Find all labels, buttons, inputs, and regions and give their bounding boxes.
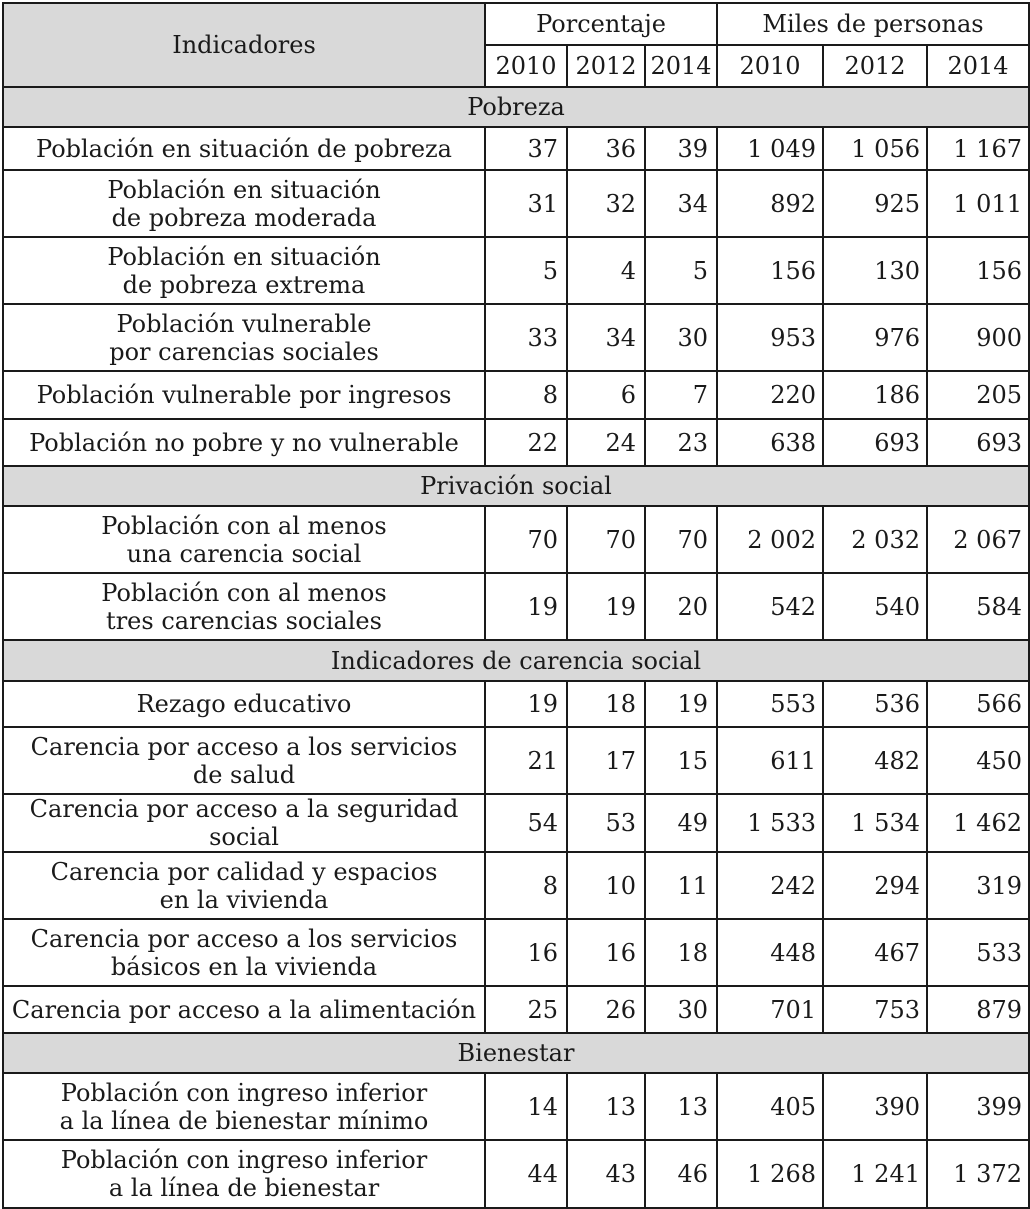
thousands-cell: 953 bbox=[717, 304, 823, 371]
thousands-cell: 2 002 bbox=[717, 506, 823, 573]
row-label bbox=[3, 727, 485, 794]
year-header: 2012 bbox=[823, 45, 927, 87]
thousands-cell: 450 bbox=[927, 727, 1029, 794]
section-title: Privación social bbox=[3, 466, 1029, 506]
thousands-cell: 1 241 bbox=[823, 1140, 927, 1208]
thousands-cell: 566 bbox=[927, 681, 1029, 727]
row-label-line: Población con al menos bbox=[101, 511, 387, 540]
year-header: 2010 bbox=[717, 45, 823, 87]
table-row bbox=[3, 794, 1029, 852]
thousands-cell: 976 bbox=[823, 304, 927, 371]
thousands-cell: 753 bbox=[823, 986, 927, 1033]
indicators-table bbox=[2, 2, 1030, 1209]
row-label-line: por carencias sociales bbox=[109, 337, 379, 366]
percent-cell: 10 bbox=[567, 852, 645, 919]
year-header: 2014 bbox=[927, 45, 1029, 87]
row-label-line: a la línea de bienestar bbox=[108, 1174, 380, 1202]
table-row bbox=[3, 919, 1029, 986]
percent-cell: 11 bbox=[645, 852, 717, 919]
table-row bbox=[3, 371, 1029, 419]
percent-cell: 43 bbox=[567, 1140, 645, 1208]
percent-cell: 33 bbox=[485, 304, 567, 371]
percent-cell: 5 bbox=[485, 237, 567, 304]
row-label-line: Carencia por acceso a la alimentación bbox=[11, 995, 477, 1024]
table-row bbox=[3, 237, 1029, 304]
thousands-group-header: Miles de personas bbox=[717, 3, 1029, 45]
percent-cell: 36 bbox=[567, 127, 645, 170]
thousands-cell: 1 533 bbox=[717, 794, 823, 852]
percent-cell: 31 bbox=[485, 170, 567, 237]
table-row bbox=[3, 127, 1029, 170]
table-row bbox=[3, 986, 1029, 1033]
row-label bbox=[3, 986, 485, 1033]
row-label bbox=[3, 573, 485, 640]
thousands-cell: 405 bbox=[717, 1073, 823, 1140]
row-label bbox=[3, 170, 485, 237]
thousands-cell: 2 067 bbox=[927, 506, 1029, 573]
percent-cell: 32 bbox=[567, 170, 645, 237]
table-row bbox=[3, 419, 1029, 466]
section-title: Pobreza bbox=[3, 87, 1029, 127]
table-row bbox=[3, 1073, 1029, 1140]
percent-cell: 8 bbox=[485, 852, 567, 919]
percent-cell: 30 bbox=[645, 304, 717, 371]
percent-cell: 44 bbox=[485, 1140, 567, 1208]
thousands-cell: 533 bbox=[927, 919, 1029, 986]
percent-cell: 70 bbox=[645, 506, 717, 573]
thousands-cell: 1 167 bbox=[927, 127, 1029, 170]
percent-cell: 19 bbox=[485, 681, 567, 727]
percent-cell: 46 bbox=[645, 1140, 717, 1208]
thousands-cell: 1 462 bbox=[927, 794, 1029, 852]
thousands-cell: 611 bbox=[717, 727, 823, 794]
percent-group-header: Porcentaje bbox=[485, 3, 717, 45]
percent-cell: 16 bbox=[485, 919, 567, 986]
percent-cell: 18 bbox=[567, 681, 645, 727]
row-label-line: una carencia social bbox=[126, 539, 362, 568]
percent-cell: 24 bbox=[567, 419, 645, 466]
percent-cell: 34 bbox=[645, 170, 717, 237]
row-label-line: de pobreza extrema bbox=[122, 270, 366, 299]
row-label bbox=[3, 794, 485, 852]
percent-cell: 8 bbox=[485, 371, 567, 419]
row-label bbox=[3, 237, 485, 304]
thousands-cell: 1 011 bbox=[927, 170, 1029, 237]
percent-cell: 5 bbox=[645, 237, 717, 304]
thousands-cell: 448 bbox=[717, 919, 823, 986]
thousands-cell: 1 372 bbox=[927, 1140, 1029, 1208]
row-label-line: Población vulnerable por ingresos bbox=[36, 381, 452, 409]
row-label-line: Población en situación bbox=[107, 242, 381, 271]
thousands-cell: 294 bbox=[823, 852, 927, 919]
percent-cell: 13 bbox=[567, 1073, 645, 1140]
thousands-cell: 186 bbox=[823, 371, 927, 419]
percent-cell: 15 bbox=[645, 727, 717, 794]
section-row bbox=[3, 466, 1029, 506]
thousands-cell: 536 bbox=[823, 681, 927, 727]
percent-cell: 26 bbox=[567, 986, 645, 1033]
thousands-cell: 553 bbox=[717, 681, 823, 727]
thousands-cell: 900 bbox=[927, 304, 1029, 371]
row-label-line: Población en situación de pobreza bbox=[36, 134, 452, 163]
year-header: 2012 bbox=[567, 45, 645, 87]
percent-cell: 34 bbox=[567, 304, 645, 371]
row-label-line: Población con ingreso inferior bbox=[60, 1146, 428, 1174]
table-row bbox=[3, 681, 1029, 727]
percent-cell: 70 bbox=[567, 506, 645, 573]
thousands-cell: 1 534 bbox=[823, 794, 927, 852]
table-row bbox=[3, 1140, 1029, 1208]
thousands-cell: 1 268 bbox=[717, 1140, 823, 1208]
thousands-cell: 319 bbox=[927, 852, 1029, 919]
table-row bbox=[3, 852, 1029, 919]
percent-cell: 18 bbox=[645, 919, 717, 986]
thousands-cell: 156 bbox=[927, 237, 1029, 304]
percent-cell: 19 bbox=[567, 573, 645, 640]
table-row bbox=[3, 304, 1029, 371]
percent-cell: 25 bbox=[485, 986, 567, 1033]
thousands-cell: 925 bbox=[823, 170, 927, 237]
row-label-line: Población con ingreso inferior bbox=[60, 1078, 428, 1107]
thousands-cell: 693 bbox=[823, 419, 927, 466]
row-label bbox=[3, 681, 485, 727]
percent-cell: 20 bbox=[645, 573, 717, 640]
thousands-cell: 542 bbox=[717, 573, 823, 640]
row-label bbox=[3, 919, 485, 986]
thousands-cell: 584 bbox=[927, 573, 1029, 640]
section-title: Bienestar bbox=[3, 1033, 1029, 1073]
row-label-line: Carencia por acceso a la seguridad social bbox=[29, 795, 459, 851]
section-row bbox=[3, 640, 1029, 681]
row-label-line: Rezago educativo bbox=[136, 690, 352, 718]
section-title: Indicadores de carencia social bbox=[3, 640, 1029, 681]
table-row bbox=[3, 506, 1029, 573]
thousands-cell: 879 bbox=[927, 986, 1029, 1033]
thousands-cell: 130 bbox=[823, 237, 927, 304]
header-row-groups bbox=[3, 3, 1029, 45]
percent-cell: 17 bbox=[567, 727, 645, 794]
thousands-cell: 220 bbox=[717, 371, 823, 419]
percent-cell: 4 bbox=[567, 237, 645, 304]
row-label bbox=[3, 1073, 485, 1140]
row-label-line: Población en situación bbox=[107, 175, 381, 204]
percent-cell: 54 bbox=[485, 794, 567, 852]
row-label-line: Población con al menos bbox=[101, 578, 387, 607]
percent-cell: 53 bbox=[567, 794, 645, 852]
percent-cell: 19 bbox=[485, 573, 567, 640]
thousands-cell: 482 bbox=[823, 727, 927, 794]
section-row bbox=[3, 1033, 1029, 1073]
row-label-line: tres carencias sociales bbox=[106, 606, 382, 635]
row-label bbox=[3, 304, 485, 371]
percent-cell: 23 bbox=[645, 419, 717, 466]
row-label bbox=[3, 419, 485, 466]
row-label-line: Población vulnerable bbox=[116, 309, 372, 338]
year-header: 2014 bbox=[645, 45, 717, 87]
percent-cell: 16 bbox=[567, 919, 645, 986]
thousands-cell: 638 bbox=[717, 419, 823, 466]
percent-cell: 30 bbox=[645, 986, 717, 1033]
percent-cell: 14 bbox=[485, 1073, 567, 1140]
row-label-line: Población no pobre y no vulnerable bbox=[29, 428, 459, 457]
thousands-cell: 242 bbox=[717, 852, 823, 919]
thousands-cell: 2 032 bbox=[823, 506, 927, 573]
percent-cell: 22 bbox=[485, 419, 567, 466]
indicators-header: Indicadores bbox=[3, 3, 485, 87]
table-row bbox=[3, 170, 1029, 237]
thousands-cell: 892 bbox=[717, 170, 823, 237]
row-label-line: Carencia por calidad y espacios bbox=[50, 857, 438, 886]
year-header: 2010 bbox=[485, 45, 567, 87]
thousands-cell: 467 bbox=[823, 919, 927, 986]
percent-cell: 6 bbox=[567, 371, 645, 419]
percent-cell: 49 bbox=[645, 794, 717, 852]
thousands-cell: 399 bbox=[927, 1073, 1029, 1140]
percent-cell: 19 bbox=[645, 681, 717, 727]
row-label bbox=[3, 1140, 485, 1208]
row-label-line: de pobreza moderada bbox=[111, 203, 377, 232]
row-label bbox=[3, 852, 485, 919]
percent-cell: 70 bbox=[485, 506, 567, 573]
thousands-cell: 205 bbox=[927, 371, 1029, 419]
row-label bbox=[3, 127, 485, 170]
section-row bbox=[3, 87, 1029, 127]
row-label-line: Carencia por acceso a los servicios bbox=[30, 924, 458, 953]
thousands-cell: 390 bbox=[823, 1073, 927, 1140]
percent-cell: 39 bbox=[645, 127, 717, 170]
thousands-cell: 1 056 bbox=[823, 127, 927, 170]
row-label bbox=[3, 371, 485, 419]
percent-cell: 37 bbox=[485, 127, 567, 170]
thousands-cell: 540 bbox=[823, 573, 927, 640]
percent-cell: 21 bbox=[485, 727, 567, 794]
thousands-cell: 693 bbox=[927, 419, 1029, 466]
row-label bbox=[3, 506, 485, 573]
row-label-line: Carencia por acceso a los servicios bbox=[30, 732, 458, 761]
row-label-line: de salud bbox=[192, 760, 296, 789]
thousands-cell: 156 bbox=[717, 237, 823, 304]
percent-cell: 7 bbox=[645, 371, 717, 419]
percent-cell: 13 bbox=[645, 1073, 717, 1140]
table-row bbox=[3, 573, 1029, 640]
row-label-line: en la vivienda bbox=[159, 885, 329, 914]
row-label-line: a la línea de bienestar mínimo bbox=[59, 1106, 429, 1135]
thousands-cell: 1 049 bbox=[717, 127, 823, 170]
table-row bbox=[3, 727, 1029, 794]
thousands-cell: 701 bbox=[717, 986, 823, 1033]
row-label-line: básicos en la vivienda bbox=[110, 952, 378, 981]
